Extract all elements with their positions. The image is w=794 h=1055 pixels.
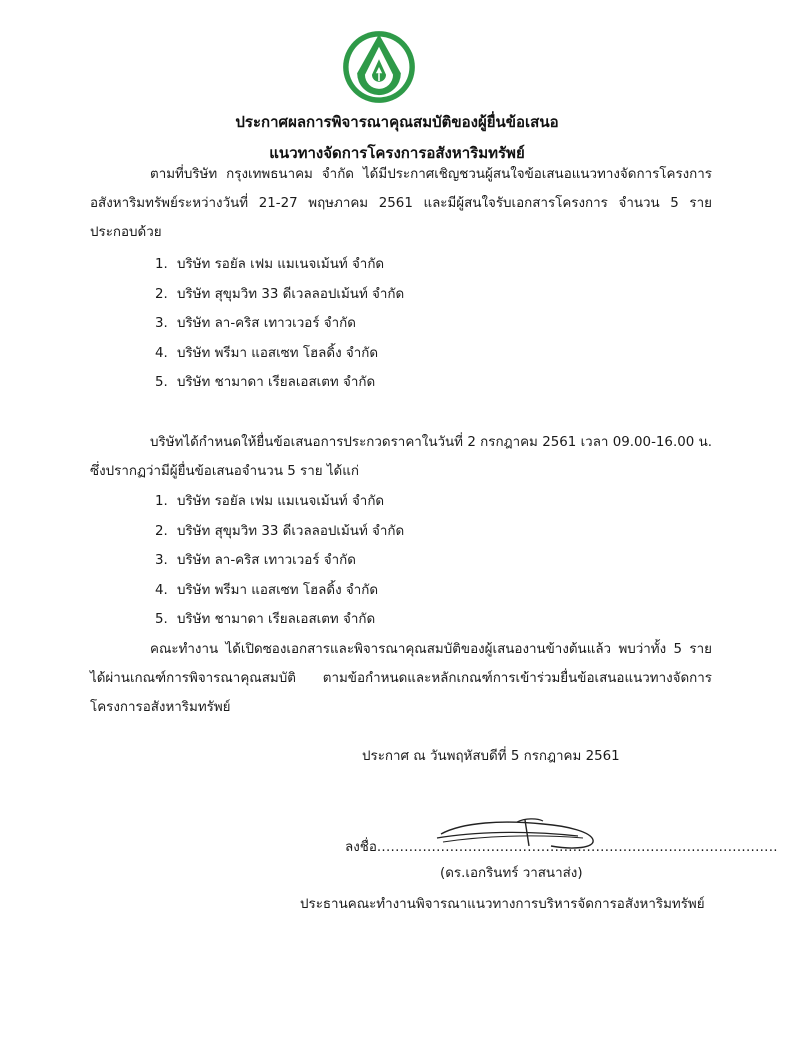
list-number: 4. xyxy=(155,345,168,361)
company-name: บริษัท พรีมา แอสเซท โฮลดิ้ง จำกัด xyxy=(177,582,379,598)
bidding-text: บริษัทได้กำหนดให้ยื่นข้อเสนอการประกวดราคาในวันที่ 2 กรกฎาคม 2561 เวลา 09.00-16.00 น. ซึ่งปรากฏว่ามีผู้ยื่นข้อเสนอจำนวน 5 ราย ได้แก่ xyxy=(90,435,712,479)
list-number: 3. xyxy=(155,553,168,568)
company-name: บริษัท ลา-คริส เทาวเวอร์ จำกัด xyxy=(177,553,356,568)
list-item xyxy=(155,368,404,398)
company-name: บริษัท รอยัล เฟม แมเนจเม้นท์ จำกัด xyxy=(177,494,385,509)
signature-dots: ........................................................................................ xyxy=(376,840,778,855)
list-item xyxy=(155,517,404,547)
company-name: บริษัท สุขุมวิท 33 ดีเวลลอปเม้นท์ จำกัด xyxy=(177,523,405,539)
result-text: คณะทำงาน ได้เปิดซองเอกสารและพิจารณาคุณสมบัติของผู้เสนองานข้างต้นแล้ว พบว่าทั้ง 5 รายได้ผ่านเกณฑ์การพิจารณาคุณสมบัติ ตามข้อกำหนดและหลักเกณฑ์การเข้าร่วมยื่นข้อเสนอแนวทางจัดการโครงการอสังหาริมทรัพย์ xyxy=(90,642,712,715)
bidding-paragraph xyxy=(90,428,712,486)
company-name: บริษัท รอยัล เฟม แมเนจเม้นท์ จำกัด xyxy=(177,257,385,272)
list-number: 1. xyxy=(155,257,168,272)
list-item xyxy=(155,605,404,635)
interested-companies-list xyxy=(155,250,404,398)
list-item xyxy=(155,487,404,517)
company-name: บริษัท พรีมา แอสเซท โฮลดิ้ง จำกัด xyxy=(177,345,379,361)
bidders-list xyxy=(155,487,404,635)
announce-date: ประกาศ ณ วันพฤหัสบดีที่ 5 กรกฎาคม 2561 xyxy=(362,749,620,764)
list-item xyxy=(155,250,404,280)
company-name: บริษัท สุขุมวิท 33 ดีเวลลอปเม้นท์ จำกัด xyxy=(177,286,405,302)
list-number: 2. xyxy=(155,286,168,302)
document-subtitle: แนวทางจัดการโครงการอสังหาริมทรัพย์ xyxy=(269,144,525,162)
company-name: บริษัท ชามาดา เรียลเอสเตท จำกัด xyxy=(177,375,376,390)
list-number: 1. xyxy=(155,494,168,509)
signatory-name: (ดร.เอกรินทร์ วาสนาส่ง) xyxy=(440,866,583,881)
handwritten-signature xyxy=(433,812,598,858)
company-name: บริษัท ลา-คริส เทาวเวอร์ จำกัด xyxy=(177,316,356,331)
list-item xyxy=(155,339,404,369)
intro-text: ตามที่บริษัท กรุงเทพธนาคม จำกัด ได้มีประกาศเชิญชวนผู้สนใจข้อเสนอแนวทางจัดการโครงการอสังหาริมทรัพย์ระหว่างวันที่ 21-27 พฤษภาคม 2561 และมีผู้สนใจรับเอกสารโครงการ จำนวน 5 ราย ประกอบด้วย xyxy=(90,167,712,240)
list-number: 3. xyxy=(155,316,168,331)
list-item xyxy=(155,280,404,310)
list-item xyxy=(155,546,404,576)
list-item xyxy=(155,576,404,606)
organization-logo-icon xyxy=(340,28,418,106)
list-number: 2. xyxy=(155,523,168,539)
list-number: 5. xyxy=(155,612,168,627)
intro-paragraph xyxy=(90,160,712,247)
document-title: ประกาศผลการพิจารณาคุณสมบัติของผู้ยื่นข้อเสนอ xyxy=(235,113,559,131)
result-paragraph xyxy=(90,635,712,722)
signature-label: ลงชื่อ xyxy=(345,840,377,855)
list-number: 5. xyxy=(155,375,168,390)
signatory-position: ประธานคณะทำงานพิจารณาแนวทางการบริหารจัดการอสังหาริมทรัพย์ xyxy=(300,897,705,912)
list-item xyxy=(155,309,404,339)
list-number: 4. xyxy=(155,582,168,598)
company-name: บริษัท ชามาดา เรียลเอสเตท จำกัด xyxy=(177,612,376,627)
